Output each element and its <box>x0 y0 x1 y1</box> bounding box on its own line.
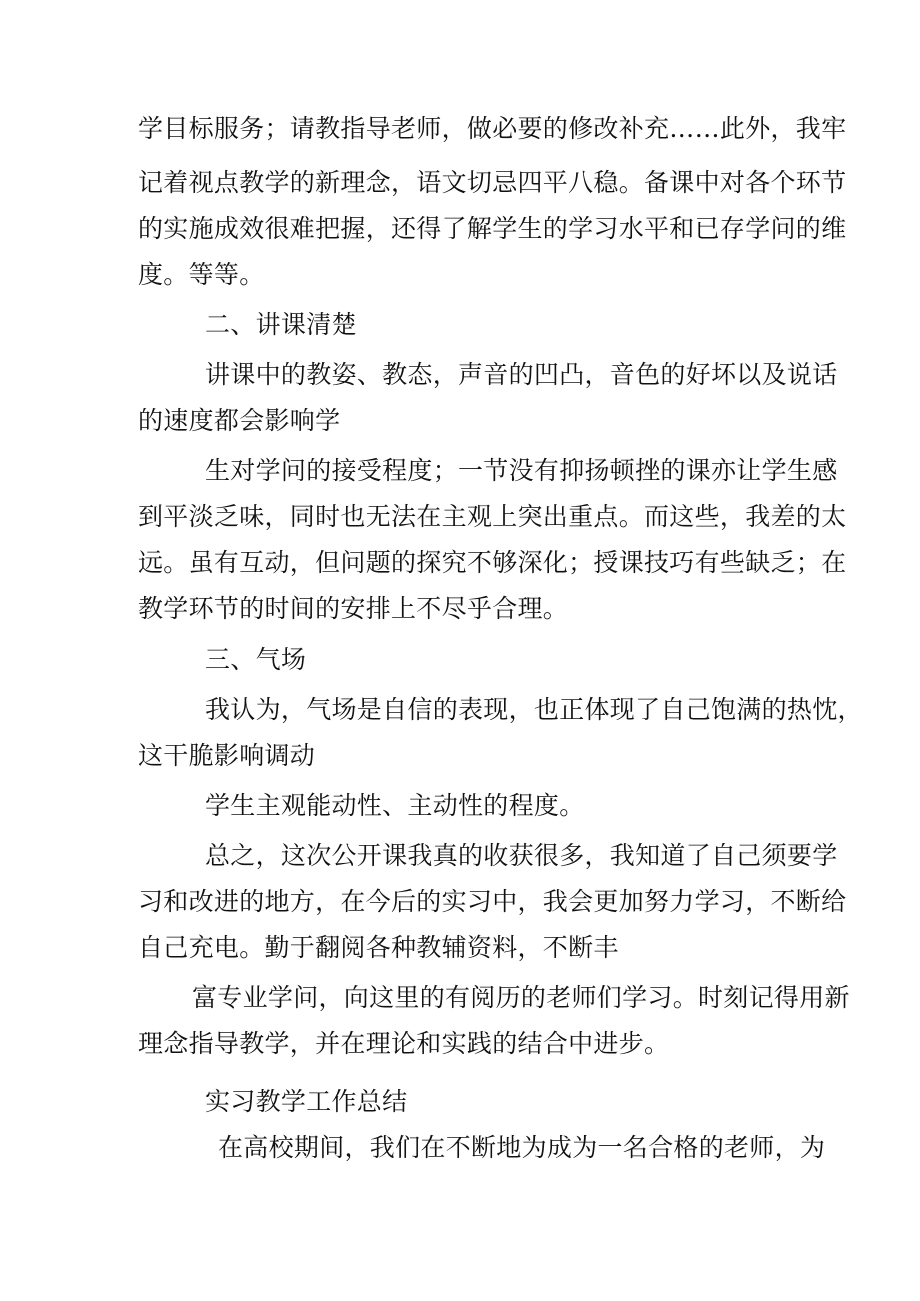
text-line-13: 我认为，气场是自信的表现，也正体现了自己饱满的热忱， <box>205 695 863 724</box>
text-line-1: 学目标服务；请教指导老师，做必要的修改补充……此外，我牢 <box>138 114 847 143</box>
text-line-20: 理念指导教学，并在理论和实践的结合中进步。 <box>138 1029 670 1058</box>
text-line-4: 度。等等。 <box>138 260 265 289</box>
text-line-11: 教学环节的时间的安排上不尽乎合理。 <box>138 594 569 623</box>
text-line-9: 到平淡乏味，同时也无法在主观上突出重点。而这些，我差的太 <box>138 502 847 531</box>
document-subtitle: 实习教学工作总结 <box>205 1087 408 1116</box>
text-line-6: 讲课中的教姿、教态，声音的凹凸，音色的好坏以及说话 <box>205 360 838 389</box>
text-line-14: 这干脆影响调动 <box>138 741 316 770</box>
text-line-7: 的速度都会影响学 <box>138 406 341 435</box>
section-heading-2: 二、讲课清楚 <box>205 310 357 339</box>
text-line-16: 总之，这次公开课我真的收获很多，我知道了自己须要学 <box>205 841 838 870</box>
text-line-2: 记着视点教学的新理念，语文切忌四平八稳。备课中对各个环节 <box>138 168 847 197</box>
text-line-19: 富专业学问，向这里的有阅历的老师们学习。时刻记得用新 <box>192 983 850 1012</box>
section-heading-3: 三、气场 <box>205 645 307 674</box>
text-line-22: 在高校期间，我们在不断地为成为一名合格的老师，为 <box>218 1133 826 1162</box>
text-line-8: 生对学问的接受程度；一节没有抑扬顿挫的课亦让学生感 <box>205 456 838 485</box>
text-line-15: 学生主观能动性、主动性的程度。 <box>205 791 585 820</box>
text-line-17: 习和改进的地方，在今后的实习中，我会更加努力学习，不断给 <box>138 887 847 916</box>
text-line-10: 远。虽有互动，但问题的探究不够深化；授课技巧有些缺乏；在 <box>138 548 847 577</box>
text-line-18: 自己充电。勤于翻阅各种教辅资料，不断丰 <box>138 933 619 962</box>
text-line-3: 的实施成效很难把握，还得了解学生的学习水平和已存学问的维 <box>138 214 847 243</box>
